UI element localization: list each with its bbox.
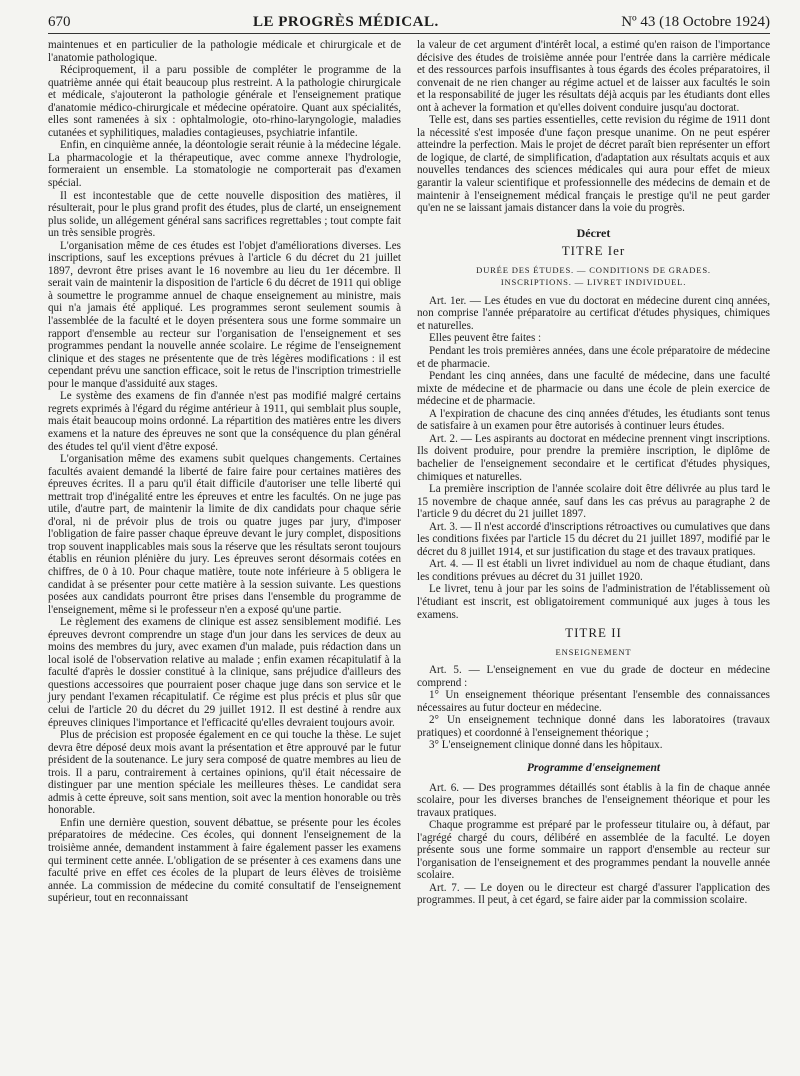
article-paragraph: Pendant les trois premières années, dans une école préparatoire de médecine et de pharmacie. bbox=[417, 345, 770, 370]
article-paragraph: Art. 6. — Des programmes détaillés sont établis à la fin de chaque année scolaire, pour les diverses branches de l'enseignement théorique et pour les travaux pratiques. bbox=[417, 781, 770, 819]
titre-2-subtitle: ENSEIGNEMENT bbox=[555, 646, 632, 657]
paragraph: Enfin une dernière question, souvent débattue, se présente pour les écoles préparatoires de médecine. Ces écoles, qui donnent l'enseignement de la troisième année, demandent instamment à faire également passer les examens qui terminent cette année. L'obligation de se présenter à ces examens dans une faculté prive en effet ces écoles de la plupart de leurs élèves de troisième année. La commission de médecine du comité consultatif de l'enseignement supérieur, tout en reconnaissant bbox=[48, 816, 401, 905]
issue-info: Nº 43 (18 Octobre 1924) bbox=[621, 14, 770, 30]
article-paragraph: 3° L'enseignement clinique donné dans les hôpitaux. bbox=[429, 739, 663, 752]
article-paragraph: Art. 1er. — Les études en vue du doctorat en médecine durent cinq années, non comprise l'année préparatoire au certificat d'études physiques, chimiques et naturelles. bbox=[417, 294, 770, 332]
page-number: 670 bbox=[48, 14, 71, 30]
left-column bbox=[48, 39, 401, 907]
text-columns bbox=[48, 39, 770, 907]
article-paragraph: Art. 5. — L'enseignement en vue du grade de docteur en médecine comprend : bbox=[417, 664, 770, 689]
paragraph: L'organisation même des examens subit quelques changements. Certaines facultés avaient demandé la liberté de faire faire pour certaines matières des épreuves écrites. Il a paru qu'il était difficile d'autoriser une telle liberté qui mettrait trop d'inégalité entre les épreuves et entre les facultés. On ne juge pas utile, d'autre part, de maintenir la limite de dix candidats pour chaque série d'oral, ni de prévoir plus de trois ou quatre juges par jury, d'imposer l'obligation de faire passer chaque épreuve devant le jury complet, dispositions trop souvent inapplicables mais sous la réserve que les résultats seront toujours établis en réunion plénière du jury. Les épreuves seront désormais cotées en chiffres, de 0 à 10. Pour chaque matière, toute note inférieure à 5 obligera le candidat à se présenter pour cette matière à la session suivante. Les questions posées aux candidats pourront être prises dans l'ensemble du programme de l'enseignement, même si le professeur n'en a exposé qu'une partie. bbox=[48, 453, 401, 616]
article-paragraph: Pendant les cinq années, dans une faculté de médecine, dans une faculté mixte de médecine et de pharmacie ou dans une école de plein exercice de médecine et de pharmacie. bbox=[417, 370, 770, 408]
article-paragraph: Art. 2. — Les aspirants au doctorat en médecine prennent vingt inscriptions. Ils doivent produire, pour prendre la première inscription, le diplôme de bachelier de l'enseignement secondaire et le certificat d'études physiques, chimiques et naturelles. bbox=[417, 432, 770, 483]
paragraph: Plus de précision est proposée également en ce qui touche la thèse. Le sujet devra être déposé deux mois avant la présentation et être approuvé par le futur président de la soutenance. Le jury sera composé de quatre membres au lieu de trois. Il a paru, contrairement à certaines opinions, qu'il était nécessaire de distinguer par une mention spéciale les meilleures thèses. Le candidat sera admis à cette épreuve, soit sans mention, soit avec la mention honorable ou très honorable. bbox=[48, 729, 401, 817]
paragraph: Le système des examens de fin d'année n'est pas modifié malgré certains regrets exprimés à l'égard du régime antérieur à 1911, qui semblait plus souple, mais était beaucoup moins ordonné. La répartition des matières entre les divers examens et la nature des épreuves ne sont que la conséquence du plan général des études tel qu'il vient d'être exposé. bbox=[48, 390, 401, 453]
article-paragraph: Art. 4. — Il est établi un livret individuel au nom de chaque étudiant, dans les conditions prévues au décret du 31 juillet 1920. bbox=[417, 558, 770, 583]
article-paragraph: 1° Un enseignement théorique présentant l'ensemble des connaissances nécessaires au futur docteur en médecine. bbox=[417, 689, 770, 714]
programme-heading: Programme d'enseignement bbox=[526, 761, 661, 774]
titre-1-subtitle: DURÉE DES ÉTUDES. — CONDITIONS DE GRADES. bbox=[476, 264, 711, 275]
paragraph: L'organisation même de ces études est l'objet d'améliorations diverses. Les inscriptions, sauf les exceptions prévues à l'article 6 du décret du 21 juillet 1897, devront être prises avant le 16 novembre au lieu du 1er décembre. Il serait vain de maintenir la disposition de l'article 6 du décret de 1911 qui oblige à soumettre le programme annuel de chaque enseignement au ministre, mais qui n'a jamais été appliqué. Les programmes seront seulement soumis à l'assemblée de la faculté et le doyen présentera sous une forme sommaire un rapport d'ensemble au recteur sur l'organisation de l'enseignement et ses programmes pendant la nouvelle année scolaire. Le régime de l'enseignement clinique et des stages ne présentente que de très légères modifications : il est cependant prévu une sanction efficace, soit le retus de l'inscription trimestrielle pour le manque d'assiduité aux stages. bbox=[48, 239, 401, 390]
titre-1-heading: TITRE Ier bbox=[561, 243, 626, 259]
paragraph: Telle est, dans ses parties essentielles, cette revision du régime de 1911 dont la nécessité s'est imposée d'une façon presque unanime. On ne peut espérer atteindre la perfection. Mais le projet de décret paraît bien représenter un effort de logique, de clarté, de simplification, d'adaptation aux résultats acquis et aux nouvelles tendances des sciences médicales qui aura pour effet de mieux garantir la valeur scientifique et professionnelle des médecins de demain et de maintenir à l'enseignement médical français le prestige qu'il ne peut garder qu'en ne se laissant jamais distancer dans la voie du progrès. bbox=[417, 114, 770, 215]
paragraph: Réciproquement, il a paru possible de compléter le programme de la quatrième année qui était beaucoup plus restreint. A la pathologie chirurgicale et médicale, s'ajouteront la pathologie générale et l'enseignement pratique d'anatomie médico-chirurgicale et médecine opératoire. Quant aux spécialités, elles sont ramenées à six : ophtalmologie, oto-rhino-laryngologie, maladies cutanées et syphilitiques, maladies contagieuses, psychiatrie infantile. bbox=[48, 64, 401, 139]
article-paragraph: Chaque programme est préparé par le professeur titulaire ou, à défaut, par l'agrégé chargé du cours, délibéré en assemblée de la faculté. Le doyen présente sous une forme sommaire un rapport d'ensemble au recteur sur l'organisation de l'enseignement et des programmes pendant la nouvelle année scolaire. bbox=[417, 819, 770, 882]
article-paragraph: 2° Un enseignement technique donné dans les laboratoires (travaux pratiques) et coordonné à l'enseignement théorique ; bbox=[417, 714, 770, 739]
page-header bbox=[48, 14, 770, 34]
paragraph: Le règlement des examens de clinique est assez sensiblement modifié. Les épreuves devront comprendre un stage d'un jour dans les services de deux au moins des membres du jury, avec examen d'un malade, puis rédaction dans un local isolé de l'observation relative au malade ; enfin examen récapitulatif à la faculté d'après le dossier constitué à la clinique, sans préjudice d'ailleurs des questions accessoires que pourraient poser chaque juge dans son service et le jury pendant l'examen récapitulatif. Ce régime est plus précis et plus sûr que celui de l'article 20 du décret du 29 juillet 1912. Il est destiné à rendre aux épreuves cliniques l'importance et l'efficacité qu'elles devraient toujours avoir. bbox=[48, 616, 401, 729]
titre-2-heading: TITRE II bbox=[565, 625, 622, 641]
paragraph: Enfin, en cinquième année, la déontologie serait réunie à la médecine légale. La pharmacologie et la thérapeutique, avec comme annexe l'hydrologie, formeraient un ensemble. La stomatologie ne comporterait pas d'examen spécial. bbox=[48, 139, 401, 190]
article-paragraph: A l'expiration de chacune des cinq années d'études, les étudiants sont tenus de satisfaire à un examen pour être autorisés à continuer leurs études. bbox=[417, 407, 770, 433]
paragraph: maintenues et en particulier de la pathologie médicale et chirurgicale et de l'anatomie pathologique. bbox=[48, 39, 401, 64]
right-column bbox=[417, 39, 770, 907]
decret-heading: Décret bbox=[576, 225, 611, 240]
article-paragraph: Art. 7. — Le doyen ou le directeur est chargé d'assurer l'application des programmes. Il peut, à cet égard, se faire aider par la commission scolaire. bbox=[417, 881, 770, 907]
article-paragraph: Elles peuvent être faites : bbox=[429, 332, 542, 345]
article-paragraph: La première inscription de l'année scolaire doit être délivrée au plus tard le 15 novembre de chaque année, sauf dans les cas prévus au paragraphe 2 de l'article 9 du décret du 21 juillet 1897. bbox=[417, 483, 770, 521]
titre-1-subtitle: INSCRIPTIONS. — LIVRET INDIVIDUEL. bbox=[500, 277, 687, 288]
journal-title: LE PROGRÈS MÉDICAL. bbox=[252, 14, 439, 30]
article-paragraph: Art. 3. — Il n'est accordé d'inscriptions rétroactives ou cumulatives que dans les conditions fixées par l'article 15 du décret du 21 juillet 1897, modifié par le décret du 8 juillet 1914, et sur justification du stage et des travaux pratiques. bbox=[417, 520, 770, 558]
paragraph: Il est incontestable que de cette nouvelle disposition des matières, il résulterait, pour le plus grand profit des études, plus de clarté, un enseignement plus solide, un allégement général sans sacrifices regrettables ; tout compte fait un très sensible progrès. bbox=[48, 189, 401, 240]
paragraph: la valeur de cet argument d'intérêt local, a estimé qu'en raison de l'importance décisive des études de troisième année pour l'entrée dans la carrière médicale et des ressources parfois insuffisantes à tous égards des écoles préparatoires, il convenait de ne rien changer au régime actuel et de laisser aux facultés le soin et la responsabilité de juger les résultats déjà acquis par les étudiants dont elles ont à achever la formation et qu'elles doivent conduire jusqu'au doctorat. bbox=[417, 39, 770, 114]
article-paragraph: Le livret, tenu à jour par les soins de l'administration de l'établissement où l'étudiant est inscrit, est obligatoirement communiqué aux juges à tous les examens. bbox=[417, 583, 770, 621]
